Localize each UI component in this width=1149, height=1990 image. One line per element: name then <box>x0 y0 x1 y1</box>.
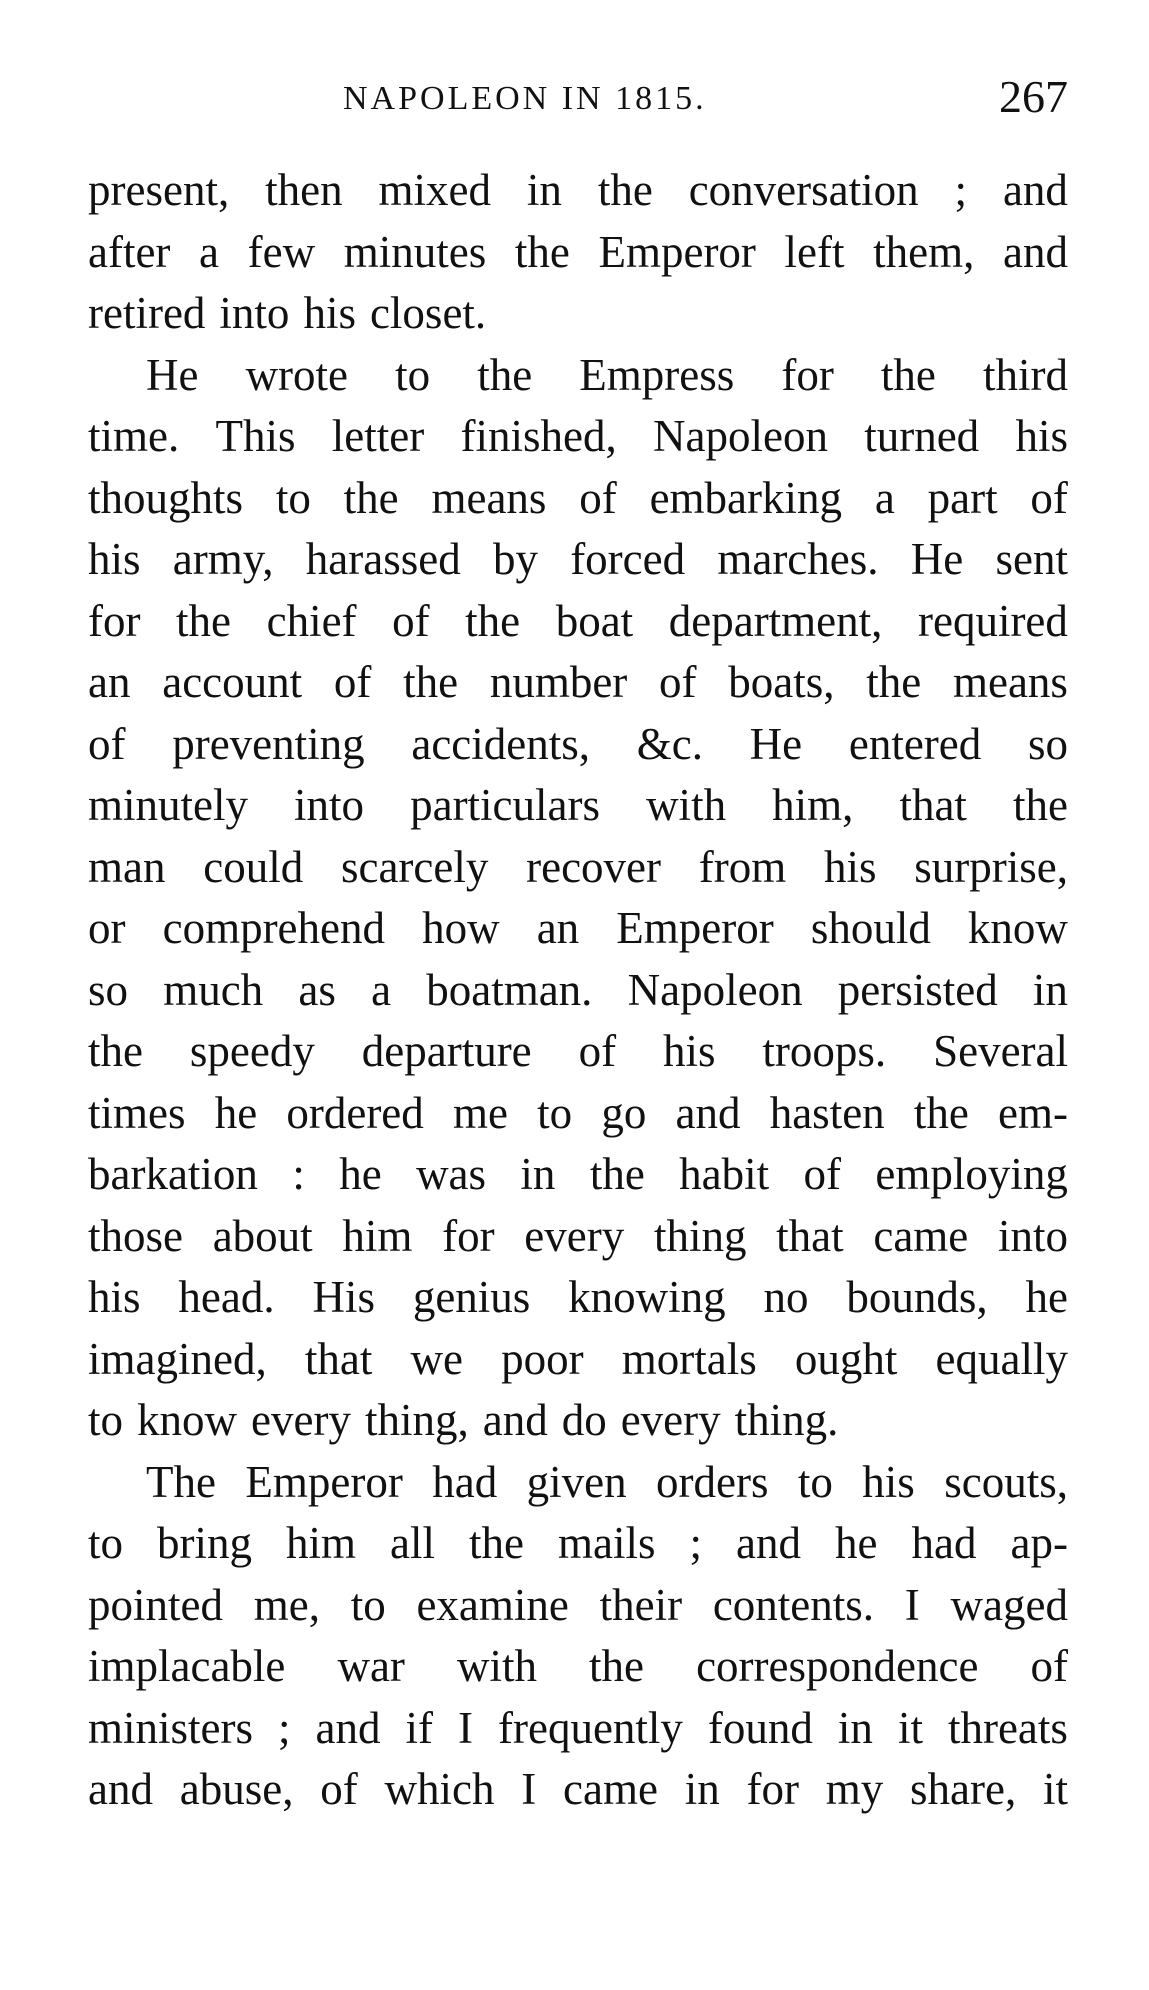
word: Emperor <box>598 226 756 277</box>
word: and <box>315 1702 381 1753</box>
word: departure <box>361 1026 532 1076</box>
word: came <box>873 1210 969 1261</box>
word: He <box>910 534 964 584</box>
word: I <box>904 1579 920 1630</box>
text-line <box>88 345 1068 407</box>
word: sent <box>995 534 1068 584</box>
text-line <box>88 1329 1068 1391</box>
word: and <box>675 1087 741 1138</box>
word: to <box>797 1456 833 1507</box>
text-line <box>88 1083 1068 1145</box>
text-line <box>88 1759 1068 1821</box>
word: that <box>304 1333 373 1384</box>
page-number: 267 <box>999 71 1068 122</box>
word: minutely <box>88 780 248 830</box>
word: in <box>526 165 562 215</box>
word: their <box>599 1579 683 1630</box>
word: I <box>521 1764 537 1814</box>
word: with <box>646 780 727 830</box>
word: in <box>520 1149 556 1199</box>
word: a <box>199 226 220 277</box>
word: the <box>465 595 521 646</box>
word: abuse, <box>179 1764 294 1814</box>
word: had <box>432 1456 498 1507</box>
word: knowing <box>568 1272 726 1322</box>
word: preventing <box>172 718 365 769</box>
word: his <box>662 1026 716 1076</box>
word: thing, <box>364 1395 469 1445</box>
word: every <box>524 1210 625 1261</box>
word: if <box>405 1702 433 1753</box>
word: them, <box>873 226 975 277</box>
word: know <box>137 1395 238 1445</box>
word: so <box>88 964 129 1015</box>
word: for <box>781 349 834 400</box>
word: speedy <box>189 1026 315 1076</box>
word: genius <box>412 1272 531 1322</box>
word: the <box>913 1087 969 1138</box>
word: part <box>927 472 998 523</box>
word: to <box>537 1087 573 1138</box>
word: go <box>601 1087 647 1138</box>
word: the <box>403 657 459 707</box>
word: He <box>749 718 803 769</box>
word: into <box>294 780 365 830</box>
text-line <box>88 283 1068 345</box>
word: the <box>866 657 922 707</box>
word: forced <box>570 534 686 584</box>
word: habit <box>679 1149 770 1199</box>
word: it <box>1042 1764 1068 1814</box>
word: his <box>862 1456 915 1507</box>
text-line <box>88 1636 1068 1698</box>
word: pointed <box>88 1579 223 1630</box>
word: of <box>1030 1641 1068 1691</box>
word: poor <box>501 1333 584 1384</box>
word: the <box>469 1518 524 1568</box>
word: that <box>776 1210 844 1261</box>
text-line <box>88 468 1068 530</box>
word: conversation <box>688 165 919 215</box>
word: me, <box>253 1579 320 1630</box>
word: he <box>1025 1272 1068 1322</box>
word: barkation <box>88 1149 258 1199</box>
word: ap- <box>1010 1518 1068 1568</box>
word: hasten <box>769 1087 885 1138</box>
word: embarking <box>649 472 842 523</box>
word: the <box>176 595 232 646</box>
word: given <box>526 1456 627 1507</box>
word: Several <box>933 1026 1068 1076</box>
word: His <box>312 1272 375 1322</box>
word: turned <box>864 411 980 461</box>
word: much <box>163 964 264 1015</box>
word: which <box>384 1764 495 1814</box>
word: persisted <box>837 964 998 1015</box>
word: the <box>880 349 936 400</box>
word: him, <box>772 780 854 830</box>
text-line <box>88 775 1068 837</box>
word: of <box>392 595 430 646</box>
word: that <box>899 780 967 830</box>
word: and <box>88 1764 153 1814</box>
text-line <box>88 1144 1068 1206</box>
word: so <box>1027 718 1068 769</box>
word: ; <box>689 1518 703 1568</box>
word: by <box>492 534 538 584</box>
word: boats, <box>728 657 835 707</box>
word: number <box>489 657 628 707</box>
word: from <box>698 841 787 892</box>
word: for <box>88 595 141 646</box>
word: boat <box>555 595 634 646</box>
word: &c. <box>636 718 703 769</box>
word: after <box>88 226 171 277</box>
word: means <box>431 472 547 523</box>
word: could <box>203 841 304 892</box>
word: he <box>835 1518 878 1568</box>
word: entered <box>848 718 982 769</box>
word: minutes <box>343 226 487 277</box>
word: wrote <box>245 349 349 400</box>
word: few <box>247 226 316 277</box>
word: of <box>320 1764 358 1814</box>
word: and <box>1003 226 1068 277</box>
word: the <box>597 165 653 215</box>
word: closet. <box>369 288 487 338</box>
word: surprise, <box>914 841 1068 892</box>
text-line <box>88 529 1068 591</box>
word: an <box>88 657 131 707</box>
word: harassed <box>305 534 461 584</box>
word: troops. <box>762 1026 887 1076</box>
word: scarcely <box>340 841 489 892</box>
word: his <box>824 841 877 892</box>
word: chief <box>266 595 357 646</box>
word: the <box>514 226 570 277</box>
word: the <box>1012 780 1068 830</box>
word: ; <box>954 165 968 215</box>
word: should <box>810 903 931 953</box>
word: in <box>1032 964 1068 1015</box>
word: an <box>536 903 580 953</box>
text-line <box>88 1575 1068 1637</box>
body-text <box>88 160 1068 1821</box>
word: ; <box>278 1702 291 1753</box>
word: ministers <box>88 1702 253 1753</box>
word: particulars <box>410 780 601 830</box>
word: of <box>88 718 126 769</box>
word: The <box>146 1456 216 1507</box>
word: in <box>684 1764 720 1814</box>
word: left <box>784 226 845 277</box>
word: army, <box>172 534 274 584</box>
word: em- <box>998 1087 1068 1138</box>
word: to <box>88 1395 124 1445</box>
word: his <box>1015 411 1068 461</box>
word: him <box>286 1518 357 1568</box>
word: examine <box>416 1579 569 1630</box>
word: waged <box>950 1579 1068 1630</box>
word: of <box>803 1149 842 1199</box>
text-line <box>88 960 1068 1022</box>
word: his <box>88 1272 141 1322</box>
text-line <box>88 591 1068 653</box>
word: thoughts <box>88 472 244 523</box>
word: for <box>442 1210 495 1261</box>
word: mails <box>558 1518 656 1568</box>
word: his <box>303 288 356 338</box>
text-line <box>88 652 1068 714</box>
word: account <box>162 657 303 707</box>
word: required <box>917 595 1068 646</box>
text-line <box>88 160 1068 222</box>
word: about <box>212 1210 313 1261</box>
word: to <box>88 1518 124 1568</box>
word: scouts, <box>944 1456 1068 1507</box>
text-line <box>88 1390 1068 1452</box>
word: : <box>292 1149 305 1199</box>
word: war <box>337 1641 405 1691</box>
word: contents. <box>712 1579 875 1630</box>
word: of <box>1030 472 1068 523</box>
text-line <box>88 1513 1068 1575</box>
word: department, <box>668 595 883 646</box>
word: time. <box>88 411 180 461</box>
word: in <box>837 1702 873 1753</box>
word: he <box>339 1149 382 1199</box>
word: found <box>707 1702 813 1753</box>
word: Napoleon <box>627 964 803 1015</box>
word: thing <box>653 1210 747 1261</box>
word: into <box>219 288 290 338</box>
word: boatman. <box>426 964 593 1015</box>
word: marches. <box>717 534 879 584</box>
word: know <box>967 903 1068 953</box>
word: letter <box>331 411 425 461</box>
word: man <box>88 841 166 892</box>
word: bring <box>157 1518 253 1568</box>
word: the <box>589 1149 645 1199</box>
word: thing. <box>734 1395 839 1445</box>
word: we <box>410 1333 463 1384</box>
word: present, <box>88 165 230 215</box>
word: correspondence <box>696 1641 979 1691</box>
text-line <box>88 898 1068 960</box>
word: a <box>371 964 392 1015</box>
word: had <box>911 1518 977 1568</box>
word: mortals <box>621 1333 757 1384</box>
word: as <box>298 964 336 1015</box>
word: Napoleon <box>653 411 828 461</box>
word: implacable <box>88 1641 286 1691</box>
word: the <box>477 349 533 400</box>
word: This <box>215 411 296 461</box>
word: employing <box>875 1149 1068 1199</box>
word: all <box>390 1518 436 1568</box>
running-header <box>88 70 1068 130</box>
word: do <box>561 1395 607 1445</box>
word: into <box>997 1210 1068 1261</box>
word: every <box>251 1395 351 1445</box>
text-line <box>88 406 1068 468</box>
word: Emperor <box>245 1456 403 1507</box>
word: ought <box>794 1333 898 1384</box>
word: of <box>578 1026 617 1076</box>
word: finished, <box>460 411 617 461</box>
word: head. <box>178 1272 275 1322</box>
text-line <box>88 1452 1068 1514</box>
word: to <box>350 1579 386 1630</box>
word: frequently <box>498 1702 683 1753</box>
word: times <box>88 1087 186 1138</box>
word: and <box>482 1395 548 1445</box>
word: mixed <box>378 165 491 215</box>
text-line <box>88 1206 1068 1268</box>
word: how <box>422 903 500 953</box>
word: was <box>416 1149 487 1199</box>
word: and <box>1002 165 1068 215</box>
text-line <box>88 222 1068 284</box>
word: retired <box>88 288 206 338</box>
word: or <box>88 903 126 953</box>
word: share, <box>910 1764 1017 1814</box>
text-line <box>88 1698 1068 1760</box>
word: comprehend <box>162 903 386 953</box>
word: to <box>395 349 431 400</box>
word: Emperor <box>616 903 774 953</box>
word: me <box>452 1087 508 1138</box>
word: means <box>952 657 1068 707</box>
word: of <box>333 657 372 707</box>
word: no <box>763 1272 809 1322</box>
word: threats <box>947 1702 1068 1753</box>
text-line <box>88 1021 1068 1083</box>
text-line <box>88 837 1068 899</box>
text-line <box>88 714 1068 776</box>
word: of <box>659 657 697 707</box>
word: the <box>589 1641 645 1691</box>
word: orders <box>656 1456 769 1507</box>
word: of <box>579 472 617 523</box>
word: he <box>214 1087 258 1138</box>
word: his <box>88 534 141 584</box>
running-title: NAPOLEON IN 1815. <box>343 80 707 117</box>
word: those <box>88 1210 183 1261</box>
word: recover <box>526 841 662 892</box>
word: I <box>458 1702 473 1753</box>
word: accidents, <box>411 718 591 769</box>
word: him <box>342 1210 413 1261</box>
word: third <box>982 349 1068 400</box>
word: equally <box>935 1333 1068 1384</box>
word: Empress <box>579 349 735 400</box>
word: my <box>825 1764 884 1814</box>
word: every <box>620 1395 721 1445</box>
word: came <box>563 1764 658 1814</box>
word: with <box>456 1641 537 1691</box>
word: then <box>265 165 343 215</box>
word: to <box>275 472 311 523</box>
word: imagined, <box>88 1333 267 1384</box>
word: it <box>897 1702 923 1753</box>
word: He <box>146 349 199 400</box>
word: bounds, <box>846 1272 988 1322</box>
word: and <box>736 1518 801 1568</box>
text-line <box>88 1267 1068 1329</box>
word: the <box>343 472 399 523</box>
word: ordered <box>286 1087 424 1138</box>
word: a <box>874 472 895 523</box>
word: for <box>746 1764 799 1814</box>
word: the <box>88 1026 143 1076</box>
